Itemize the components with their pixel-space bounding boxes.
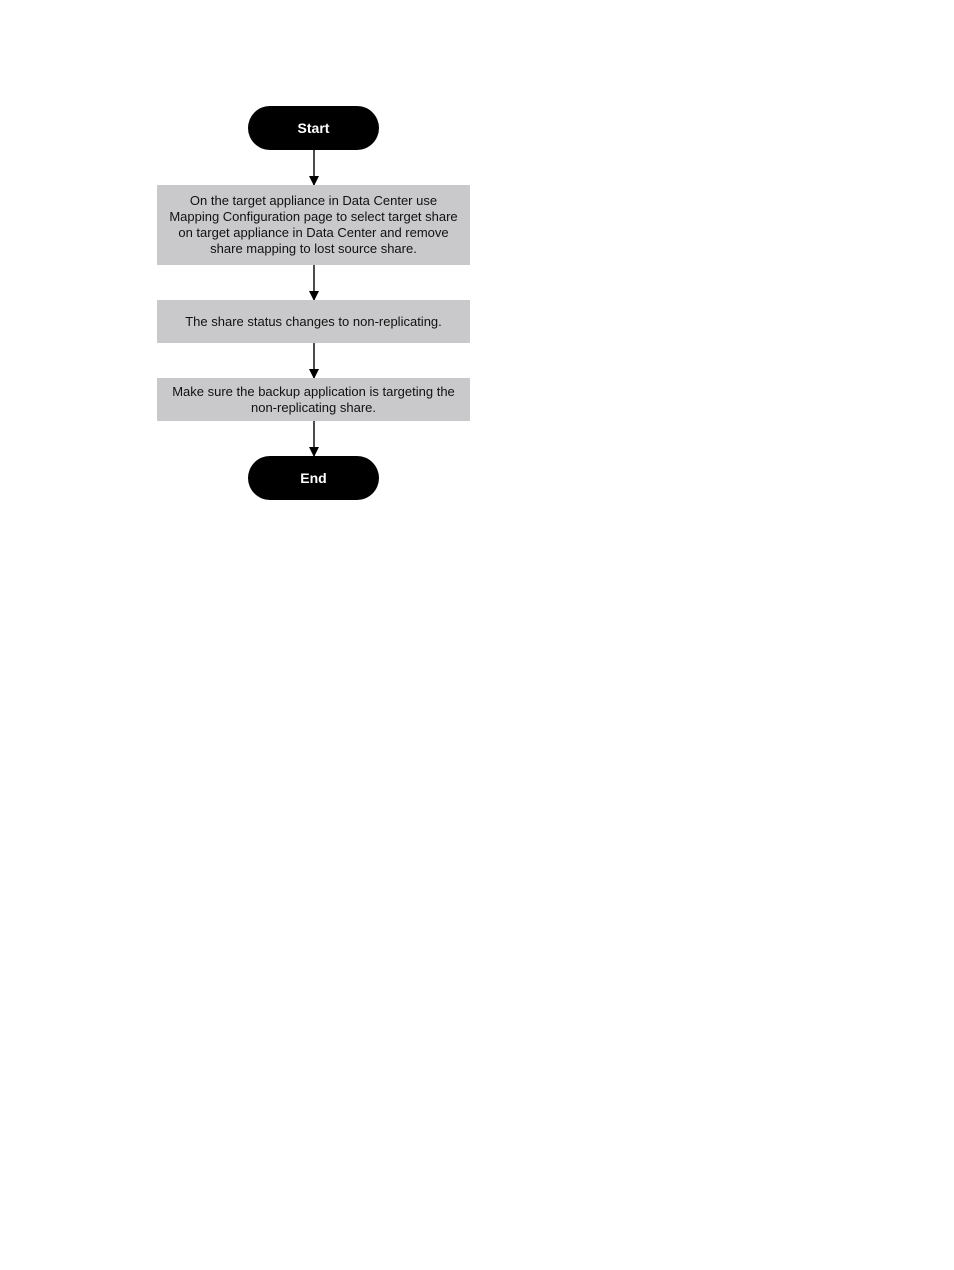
step-2-text: The share status changes to non-replicating. — [185, 313, 442, 329]
step-status-changes — [157, 300, 470, 343]
step-3-text: Make sure the backup application is targeting the non-replicating share. — [172, 383, 455, 415]
start-node — [248, 106, 379, 150]
step-1-text: On the target appliance in Data Center use Mapping Configuration page to select target share on target appliance in Data Center and remove share mapping to lost source share. — [169, 193, 458, 256]
end-label: End — [300, 470, 327, 486]
end-node — [248, 456, 379, 500]
step-remove-share-mapping — [157, 185, 470, 265]
start-label: Start — [297, 120, 330, 136]
connector-arrows — [0, 0, 954, 520]
step-verify-backup-target — [157, 378, 470, 421]
